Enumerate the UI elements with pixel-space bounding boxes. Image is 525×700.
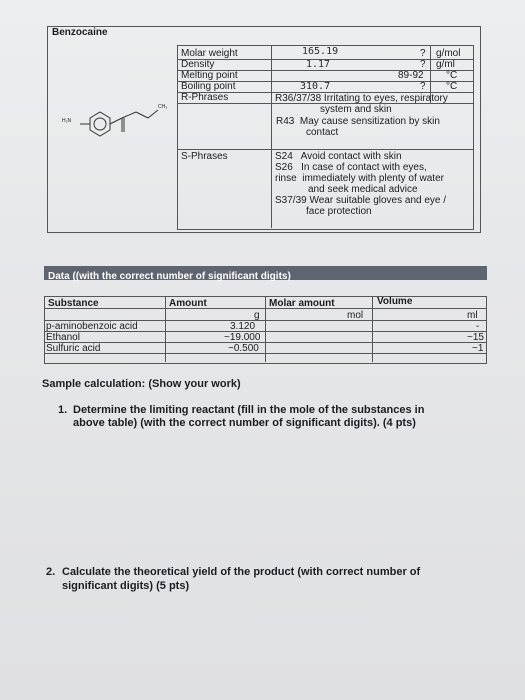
question-2-text: significant digits) (5 pts): [62, 580, 190, 592]
row-substance: p-aminobenzoic acid: [46, 321, 138, 332]
row-volume: -: [476, 321, 480, 332]
handwritten-molar-weight: 165.19: [302, 46, 339, 57]
table-header-molar-amount: Molar amount: [269, 298, 335, 309]
sample-calculation-heading: Sample calculation: (Show your work): [42, 378, 241, 390]
row-substance: Sulfuric acid: [46, 343, 101, 354]
data-section-header: [44, 266, 487, 280]
amine-label: H₂N: [62, 118, 72, 124]
prop-value-melting-point: 89-92: [398, 70, 424, 81]
prop-unit-boiling-point: °C: [446, 81, 458, 92]
s-phrase-line: S24 Avoid contact with skin: [275, 151, 402, 162]
s-phrase-line: rinse immediately with plenty of water: [275, 173, 444, 184]
question-2-text: Calculate the theoretical yield of the product (with correct number of: [62, 566, 421, 578]
prop-label-melting-point: Melting point: [181, 70, 238, 81]
r-phrase-line: contact: [306, 127, 339, 138]
r-phrase-line: R43 May cause sensitization by skin: [276, 116, 440, 127]
prop-value-density: ?: [420, 59, 426, 70]
prop-label-boiling-point: Boiling point: [181, 81, 236, 92]
r-phrase-line: R36/37/38 Irritating to eyes, respiratory: [275, 93, 448, 104]
r-phrase-line: system and skin: [320, 104, 392, 115]
compound-title: Benzocaine: [52, 27, 108, 38]
prop-value-boiling-point: ?: [420, 81, 426, 92]
s-phrases-label: S-Phrases: [181, 151, 228, 162]
question-1-number: 1.: [58, 404, 68, 416]
table-header-volume: Volume: [377, 296, 413, 307]
table-header-substance: Substance: [48, 298, 99, 309]
r-phrases-label: R-Phrases: [181, 92, 229, 103]
question-1-text: Determine the limiting reactant (fill in the mole of the substances in: [73, 404, 425, 416]
s-phrase-line: face protection: [306, 206, 372, 217]
handwritten-density: 1.17: [306, 59, 331, 70]
data-header-text: Data ((with the correct number of significant digits): [48, 271, 291, 282]
methyl-label: CH₃: [158, 104, 168, 110]
row-amount: ~0.500: [228, 343, 259, 354]
prop-unit-density: g/ml: [436, 59, 455, 70]
row-amount: ~19.000: [224, 332, 261, 343]
s-phrase-line: S26 In case of contact with eyes,: [275, 162, 427, 173]
row-volume: ~1: [472, 343, 484, 354]
s-phrase-line: S37/39 Wear suitable gloves and eye /: [275, 195, 447, 206]
question-2-number: 2.: [46, 566, 56, 578]
prop-value-molar-weight: ?: [420, 48, 426, 59]
prop-label-density: Density: [181, 59, 215, 70]
prop-unit-melting-point: °C: [446, 70, 458, 81]
prop-label-molar-weight: Molar weight: [181, 48, 238, 59]
unit-molar-amount: mol: [347, 310, 364, 321]
row-substance: Ethanol: [46, 332, 80, 343]
table-header-amount: Amount: [169, 298, 207, 309]
row-volume: ~15: [467, 332, 484, 343]
unit-amount: g: [254, 310, 260, 321]
prop-unit-molar-weight: g/mol: [436, 48, 461, 59]
handwritten-boiling-point: 310.7: [300, 81, 331, 92]
unit-volume: ml: [467, 310, 478, 321]
question-1-text: above table) (with the correct number of significant digits). (4 pts): [73, 417, 416, 429]
s-phrase-line: and seek medical advice: [308, 184, 418, 195]
row-amount: 3.120: [230, 321, 256, 332]
